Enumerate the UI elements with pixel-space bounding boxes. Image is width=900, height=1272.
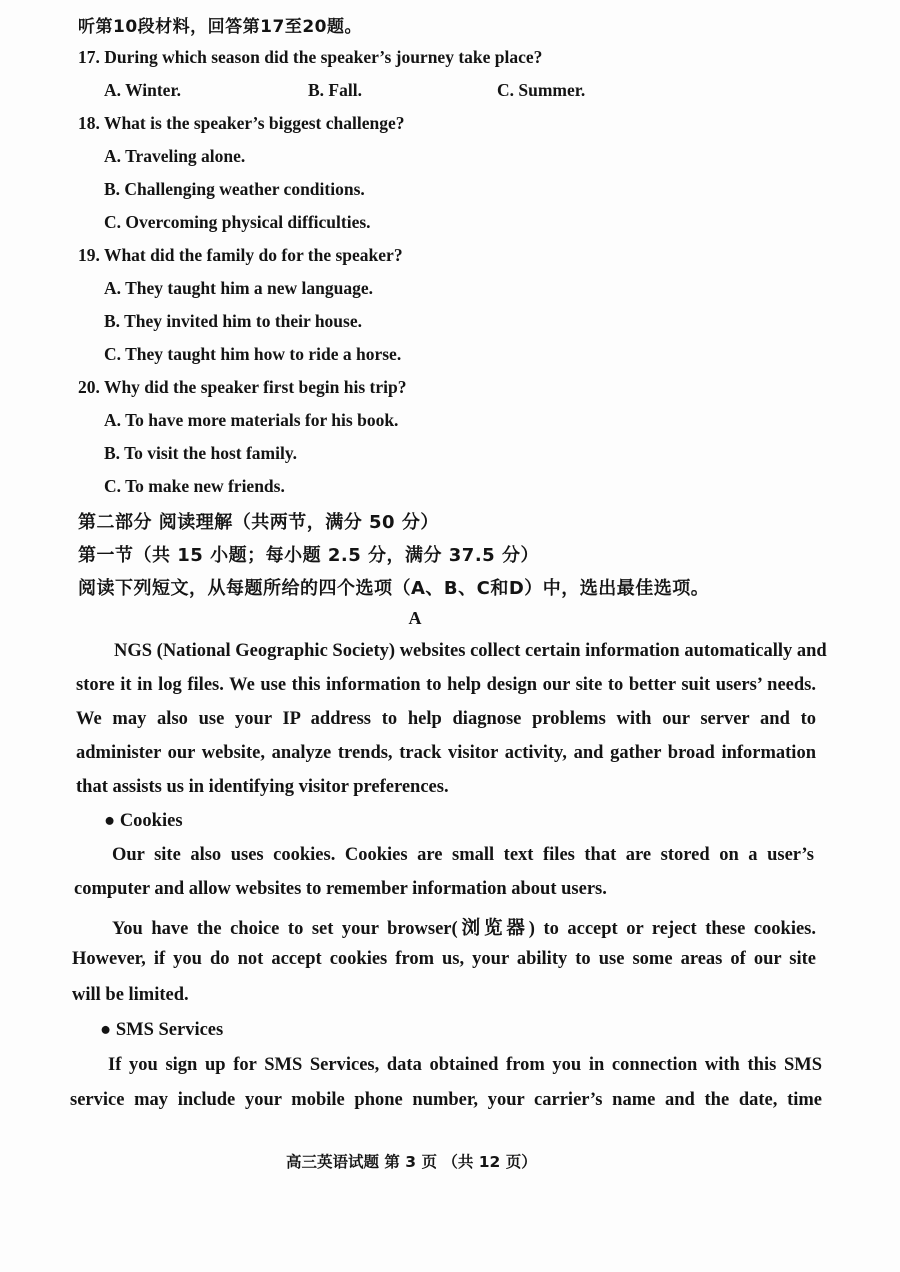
option-20-c: C. To make new friends. bbox=[104, 476, 285, 496]
passage-line: We may also use your IP address to help diagnose problems with our server and to bbox=[76, 709, 816, 729]
passage-line: You have the choice to set your browser(浏览器) to accept or reject these cookies. bbox=[112, 919, 816, 939]
passage-line: Our site also uses cookies. Cookies are small text files that are stored on a user’s bbox=[112, 845, 814, 865]
question-number: 19. bbox=[78, 245, 100, 265]
bullet-icon: ● bbox=[100, 1020, 112, 1040]
passage-line: NGS (National Geographic Society) websites collect certain information automatically and bbox=[114, 641, 827, 661]
question-number: 20. bbox=[78, 377, 100, 397]
question-number: 17. bbox=[78, 47, 100, 67]
passage-line: administer our website, analyze trends, track visitor activity, and gather broad information bbox=[76, 743, 816, 763]
option-17-c: C. Summer. bbox=[497, 80, 586, 100]
passage-line: computer and allow websites to remember information about users. bbox=[74, 879, 607, 899]
section-intro: 听第10段材料，回答第17至20题。 bbox=[78, 17, 362, 37]
option-17-b: B. Fall. bbox=[308, 80, 362, 100]
question-18 bbox=[78, 113, 405, 134]
option-19-c: C. They taught him how to ride a horse. bbox=[104, 344, 402, 364]
passage-letter: A bbox=[408, 608, 422, 628]
option-18-b: B. Challenging weather conditions. bbox=[104, 179, 365, 199]
sms-heading bbox=[100, 1020, 223, 1041]
question-text: What is the speaker’s biggest challenge? bbox=[103, 113, 405, 133]
option-18-a: A. Traveling alone. bbox=[104, 146, 246, 166]
passage-line: store it in log files. We use this information to help design our site to better suit users’ needs. bbox=[76, 675, 816, 695]
bullet-icon: ● bbox=[104, 811, 116, 831]
option-20-a: A. To have more materials for his book. bbox=[104, 410, 399, 430]
part2-title: 第二部分 阅读理解（共两节，满分 50 分） bbox=[78, 512, 439, 533]
passage-line: If you sign up for SMS Services, data obtained from you in connection with this SMS bbox=[108, 1055, 822, 1075]
passage-line: service may include your mobile phone number, your carrier’s name and the date, time bbox=[70, 1090, 822, 1110]
part2-instruction: 阅读下列短文，从每题所给的四个选项（A、B、C和D）中，选出最佳选项。 bbox=[78, 578, 710, 599]
question-text: What did the family do for the speaker? bbox=[103, 245, 403, 265]
passage-line: However, if you do not accept cookies from us, your ability to use some areas of our site bbox=[72, 949, 816, 969]
passage-line: will be limited. bbox=[72, 985, 189, 1005]
cookies-heading bbox=[104, 811, 183, 832]
passage-line: that assists us in identifying visitor preferences. bbox=[76, 777, 449, 797]
question-17 bbox=[78, 47, 542, 68]
option-20-b: B. To visit the host family. bbox=[104, 443, 298, 463]
question-number: 18. bbox=[78, 113, 100, 133]
option-19-a: A. They taught him a new language. bbox=[104, 278, 374, 298]
option-19-b: B. They invited him to their house. bbox=[104, 311, 362, 331]
question-20 bbox=[78, 377, 407, 398]
page-footer: 高三英语试题 第 3 页 （共 12 页） bbox=[286, 1153, 537, 1171]
heading-text: Cookies bbox=[119, 811, 183, 831]
heading-text: SMS Services bbox=[115, 1020, 224, 1040]
question-19 bbox=[78, 245, 403, 266]
question-text: Why did the speaker first begin his trip? bbox=[103, 377, 407, 397]
option-18-c: C. Overcoming physical difficulties. bbox=[104, 212, 371, 232]
option-17-a: A. Winter. bbox=[104, 80, 181, 100]
part2-section1: 第一节（共 15 小题；每小题 2.5 分，满分 37.5 分） bbox=[78, 545, 539, 566]
question-text: During which season did the speaker’s journey take place? bbox=[104, 47, 543, 67]
